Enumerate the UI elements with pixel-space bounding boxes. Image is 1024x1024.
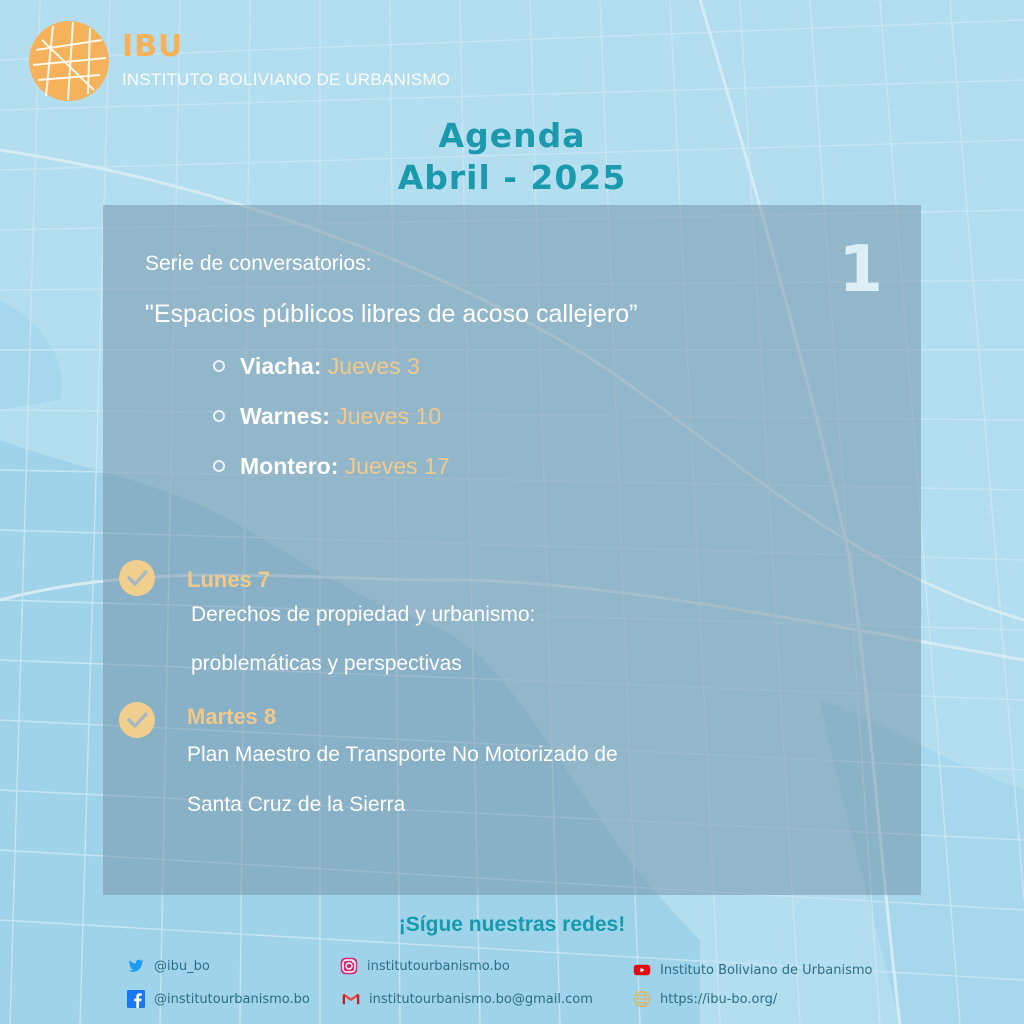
facebook-link[interactable]: [127, 990, 310, 1008]
bullet-icon: [213, 360, 225, 372]
session-item: [213, 403, 441, 430]
event-title-line: problemáticas y perspectivas: [191, 652, 462, 675]
bullet-icon: [213, 460, 225, 472]
facebook-icon: [127, 990, 145, 1008]
globe-icon: [633, 990, 651, 1008]
instagram-icon: [340, 957, 358, 975]
bullet-icon: [213, 410, 225, 422]
session-item: [213, 453, 450, 480]
session-date: Jueves 10: [336, 403, 442, 429]
logo-fullname: INSTITUTO BOLIVIANO DE URBANISMO: [122, 70, 451, 89]
instagram-handle: institutourbanismo.bo: [367, 958, 510, 974]
gmail-icon: [342, 990, 360, 1008]
event-title-line: Derechos de propiedad y urbanismo:: [191, 603, 536, 626]
website-link[interactable]: [633, 990, 777, 1008]
ibu-logo-icon: [28, 20, 110, 102]
page-subtitle: Abril - 2025: [397, 158, 627, 197]
youtube-channel: Instituto Boliviano de Urbanismo: [660, 962, 873, 978]
session-city: Viacha:: [240, 353, 322, 379]
session-city: Montero:: [240, 453, 339, 479]
event-title-line: Plan Maestro de Transporte No Motorizado de: [187, 743, 618, 766]
check-icon: [119, 560, 155, 596]
gmail-address: institutourbanismo.bo@gmail.com: [369, 991, 593, 1007]
twitter-icon: [127, 957, 145, 975]
instagram-link[interactable]: [340, 957, 510, 975]
youtube-icon: [633, 961, 651, 979]
panel-number: 1: [838, 233, 883, 307]
follow-heading: ¡Sígue nuestras redes!: [398, 913, 626, 936]
gmail-link[interactable]: [342, 990, 593, 1008]
facebook-handle: @institutourbanismo.bo: [154, 991, 310, 1007]
page-title: Agenda: [438, 116, 586, 155]
website-url: https://ibu-bo.org/: [660, 991, 778, 1007]
session-date: Jueves 17: [344, 453, 450, 479]
event-date: Martes 8: [187, 704, 277, 729]
event-date: Lunes 7: [187, 567, 271, 592]
session-item: [213, 353, 420, 380]
twitter-link[interactable]: [127, 957, 210, 975]
event-title-line: Santa Cruz de la Sierra: [187, 793, 406, 816]
session-date: Jueves 3: [327, 353, 420, 379]
series-heading: Serie de conversatorios:: [145, 252, 372, 275]
check-icon: [119, 702, 155, 738]
youtube-link[interactable]: [633, 961, 872, 979]
session-city: Warnes:: [240, 403, 330, 429]
logo-acronym: IBU: [122, 29, 184, 64]
series-title: "Espacios públicos libres de acoso callejero”: [145, 300, 638, 328]
twitter-handle: @ibu_bo: [154, 958, 210, 974]
agenda-panel: [103, 205, 921, 895]
